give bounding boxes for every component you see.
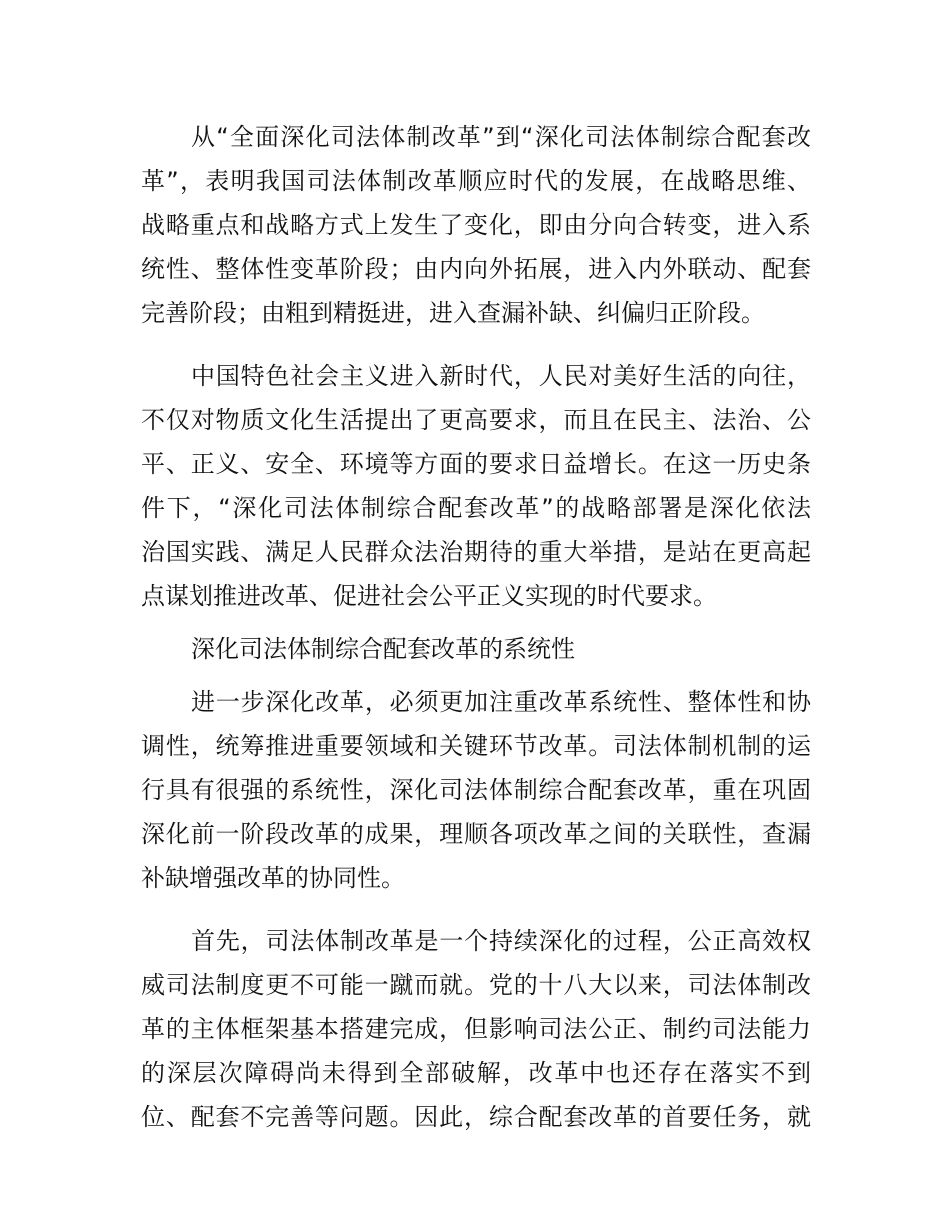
paragraph-line: 革”，表明我国司法体制改革顺应时代的发展，在战略思维、 bbox=[141, 167, 811, 195]
paragraph-line: 件下，“深化司法体制综合配套改革”的战略部署是深化依法 bbox=[141, 494, 811, 522]
paragraph-line: 平、正义、安全、环境等方面的要求日益增长。在这一历史条 bbox=[141, 450, 811, 478]
paragraph-3 bbox=[141, 680, 811, 900]
paragraph-line: 不仅对物质文化生活提出了更高要求，而且在民主、法治、公 bbox=[141, 406, 811, 434]
paragraph-line: 中国特色社会主义进入新时代，人民对美好生活的向往， bbox=[191, 362, 811, 390]
paragraph-line: 深化前一阶段改革的成果，理顺各项改革之间的关联性，查漏 bbox=[141, 820, 811, 848]
paragraph-line: 革的主体框架基本搭建完成，但影响司法公正、制约司法能力 bbox=[141, 1015, 811, 1043]
paragraph-line: 从“全面深化司法体制改革”到“深化司法体制综合配套改 bbox=[191, 123, 811, 151]
paragraph-line: 进一步深化改革，必须更加注重改革系统性、整体性和协 bbox=[191, 688, 811, 716]
paragraph-4 bbox=[141, 919, 811, 1139]
paragraph-1 bbox=[141, 115, 811, 335]
paragraph-line: 位、配套不完善等问题。因此，综合配套改革的首要任务，就 bbox=[141, 1103, 811, 1131]
paragraph-2 bbox=[141, 354, 811, 618]
paragraph-line: 调性，统筹推进重要领域和关键环节改革。司法体制机制的运 bbox=[141, 732, 811, 760]
paragraph-line: 首先，司法体制改革是一个持续深化的过程，公正高效权 bbox=[191, 927, 811, 955]
paragraph-line: 点谋划推进改革、促进社会公平正义实现的时代要求。 bbox=[141, 582, 717, 610]
paragraph-line: 威司法制度更不可能一蹴而就。党的十八大以来，司法体制改 bbox=[141, 971, 811, 999]
document-body bbox=[141, 115, 811, 1139]
section-heading-text: 深化司法体制综合配套改革的系统性 bbox=[191, 635, 575, 663]
paragraph-line: 战略重点和战略方式上发生了变化，即由分向合转变，进入系 bbox=[141, 211, 811, 239]
paragraph-line: 治国实践、满足人民群众法治期待的重大举措，是站在更高起 bbox=[141, 538, 811, 566]
section-heading bbox=[141, 627, 811, 671]
paragraph-line: 完善阶段；由粗到精挺进，进入查漏补缺、纠偏归正阶段。 bbox=[141, 299, 765, 327]
paragraph-line: 统性、整体性变革阶段；由内向外拓展，进入内外联动、配套 bbox=[141, 255, 811, 283]
paragraph-line: 补缺增强改革的协同性。 bbox=[141, 864, 405, 892]
paragraph-line: 行具有很强的系统性，深化司法体制综合配套改革，重在巩固 bbox=[141, 776, 811, 804]
paragraph-line: 的深层次障碍尚未得到全部破解，改革中也还存在落实不到 bbox=[141, 1059, 811, 1087]
